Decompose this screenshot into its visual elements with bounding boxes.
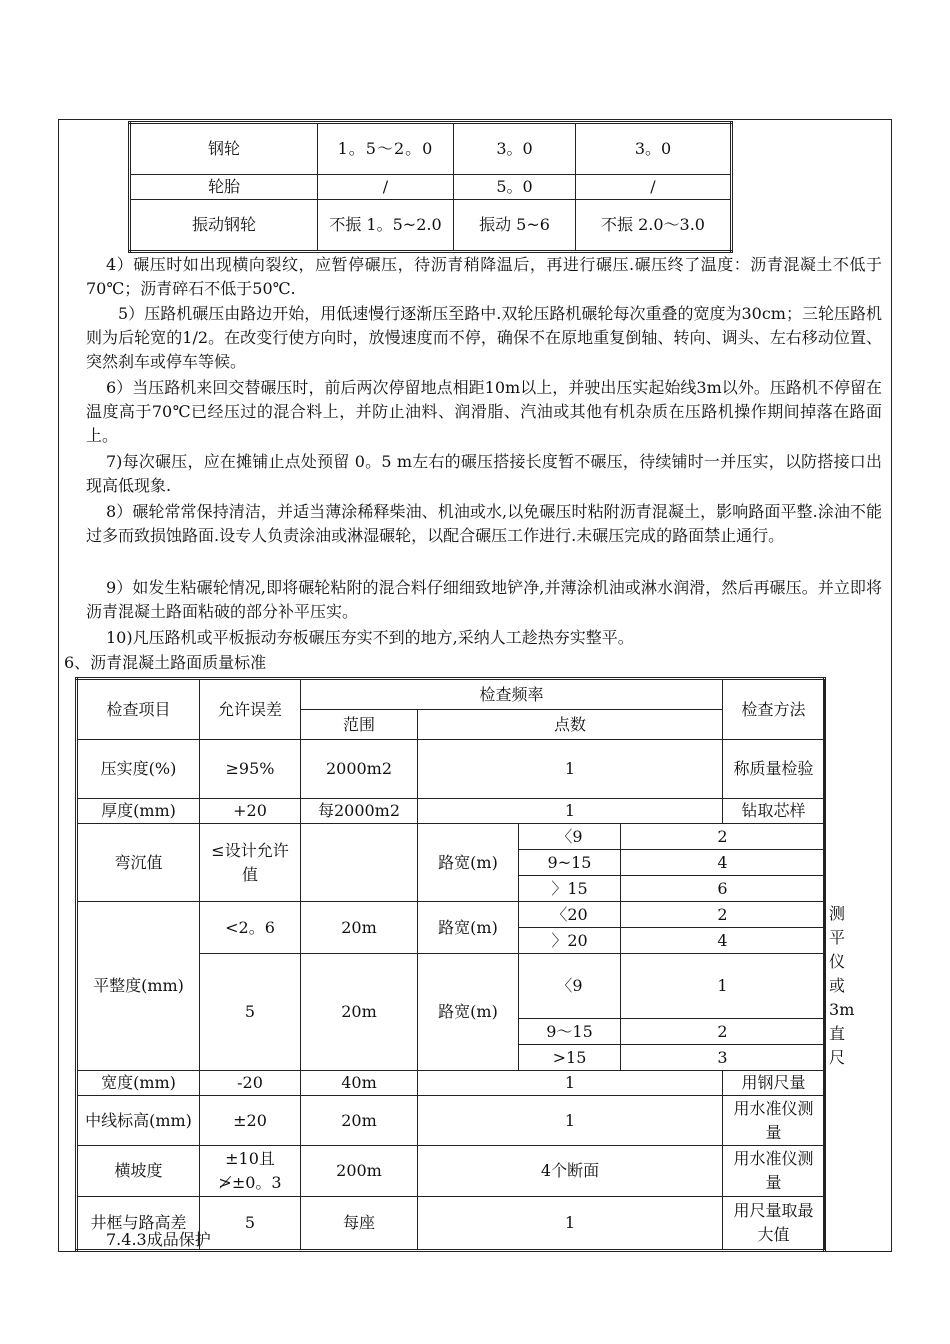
paragraph-6: 6）当压路机来回交替碾压时，前后两次停留地点相距10m以上，并驶出压实起始线3m以外。压路机不停留在温度高于70℃已经压过的混合料上，并防止油料、润滑脂、汽油或其他有机杂质在压路机操作期间掉落在路面上。 (86, 378, 882, 445)
count-cell: 4 (621, 928, 825, 954)
range-cell: 20m (301, 902, 418, 954)
table-row (77, 1096, 825, 1146)
table-row (130, 175, 732, 200)
section-title: 6、沥青混凝土路面质量标准 (64, 653, 267, 672)
tolerance-cell: ≥95% (200, 740, 301, 799)
range-cell: 40m (301, 1071, 418, 1096)
tolerance-cell: +20 (200, 799, 301, 824)
item-cell: 中线标高(mm) (77, 1096, 200, 1146)
tolerance-cell: ±20 (200, 1096, 301, 1146)
roller-table (128, 121, 733, 253)
roller-cell: 不振 1。5~2.0 (318, 200, 454, 252)
item-cell: 压实度(%) (77, 740, 200, 799)
count-cell: 2 (621, 824, 825, 850)
header-tolerance: 允许误差 (200, 679, 301, 740)
table-row (77, 824, 825, 850)
item-cell: 厚度(mm) (77, 799, 200, 824)
paragraph-10: 10)凡压路机或平板振动夯板碾压夯实不到的地方,采纳人工趁热夯实整平。 (106, 628, 634, 647)
roller-cell: 不振 2.0～3.0 (576, 200, 732, 252)
roller-cell: 1。5～2。0 (318, 123, 454, 175)
paragraph-8: 8）碾轮常常保持清洁，并适当薄涂稀释柴油、机油或水,以免碾压时粘附沥青混凝土，影响路面平整.涂油不能过多而致损蚀路面.设专人负责涂油或淋湿碾轮，以配合碾压工作进行.未碾压完成的路面禁止通行。 (86, 502, 882, 545)
points-cell: 1 (418, 799, 723, 824)
roller-cell: / (318, 175, 454, 200)
method-cell: 用水准仪测量 (723, 1096, 825, 1146)
table-row (77, 1071, 825, 1096)
table-row (130, 200, 732, 252)
table-row (77, 799, 825, 824)
range-cell (301, 824, 418, 902)
range-cell: 20m (301, 1096, 418, 1146)
count-cell: 2 (621, 902, 825, 928)
tolerance-cell: -20 (200, 1071, 301, 1096)
range-cell: 2000m2 (301, 740, 418, 799)
roller-cell: / (576, 175, 732, 200)
range-cell: 20m (301, 954, 418, 1071)
tolerance-cell: ≤设计允许值 (200, 824, 301, 902)
header-item: 检查项目 (77, 679, 200, 740)
roller-cell: 振动 5~6 (454, 200, 576, 252)
points-cell: 1 (418, 1071, 723, 1096)
table-row: 平整度(mm) <2。6 20m 路宽(m) 〈20 2 测平仪或3m直尺 (77, 902, 825, 928)
width-cell: 9～15 (519, 1019, 621, 1045)
range-cell: 200m (301, 1146, 418, 1197)
width-cell: 〈9 (519, 824, 621, 850)
count-cell: 3 (621, 1045, 825, 1071)
roller-cell: 3。0 (454, 123, 576, 175)
count-cell: 4 (621, 850, 825, 876)
tolerance-cell: <2。6 (200, 902, 301, 954)
width-cell: 9~15 (519, 850, 621, 876)
width-cell: 〈20 (519, 902, 621, 928)
paragraph-7: 7)每次碾压，应在摊铺止点处预留 0。5 m左右的碾压搭接长度暂不碾压，待续铺时一并压实，以防搭接口出现高低现象. (86, 452, 882, 495)
points-cell: 1 (418, 1096, 723, 1146)
header-frequency: 检查频率 (301, 679, 723, 710)
table-row (77, 1146, 825, 1197)
paragraph-4: 4）碾压时如出现横向裂纹，应暂停碾压，待沥青稍降温后，再进行碾压.碾压终了温度：沥青混凝土不低于70℃；沥青碎石不低于50℃. (86, 255, 882, 298)
roller-cell: 3。0 (576, 123, 732, 175)
points-cell: 1 (418, 740, 723, 799)
width-cell: 〉20 (519, 928, 621, 954)
method-cell: 用钢尺量 (723, 1071, 825, 1096)
method-cell: 用尺量取最大值 (723, 1197, 825, 1251)
method-cell: 称质量检验 (723, 740, 825, 799)
roller-cell: 5。0 (454, 175, 576, 200)
points-cell: 4个断面 (418, 1146, 723, 1197)
count-cell: 1 (621, 954, 825, 1019)
header-points: 点数 (418, 710, 723, 740)
count-cell: 6 (621, 876, 825, 902)
item-cell: 横坡度 (77, 1146, 200, 1197)
paragraph-9: 9）如发生粘碾轮情况,即将碾轮粘附的混合料仔细细致地铲净,并薄涂机油或淋水润滑，然后再碾压。并立即将沥青混凝土路面粘破的部分补平压实。 (86, 578, 882, 621)
count-cell: 2 (621, 1019, 825, 1045)
tolerance-cell: ±10且≯±0。3 (200, 1146, 301, 1197)
item-cell: 弯沉值 (77, 824, 200, 902)
width-cell: >15 (519, 1045, 621, 1071)
item-cell: 宽度(mm) (77, 1071, 200, 1096)
road-width-cell: 路宽(m) (418, 902, 519, 954)
roller-name: 钢轮 (130, 123, 318, 175)
method-cell: 用水准仪测量 (723, 1146, 825, 1197)
width-cell: 〉15 (519, 876, 621, 902)
item-cell: 平整度(mm) (77, 902, 200, 1071)
subsection-heading: 7.4.3成品保护 (106, 1230, 211, 1249)
road-width-cell: 路宽(m) (418, 824, 519, 902)
header-method: 检查方法 (723, 679, 825, 740)
table-row (77, 740, 825, 799)
roller-name: 振动钢轮 (130, 200, 318, 252)
tolerance-cell: 5 (200, 1197, 301, 1251)
method-cell: 钻取芯样 (723, 799, 825, 824)
paragraph-5: 5）压路机碾压由路边开始，用低速慢行逐渐压至路中.双轮压路机碾轮每次重叠的宽度为30cm；三轮压路机则为后轮宽的1/2。在改变行使方向时，放慢速度而不停，确保不在原地重复倒轴、转向、调头、左右移动位置、突然刹车或停车等候。 (86, 304, 882, 371)
roller-name: 轮胎 (130, 175, 318, 200)
table-header-row (77, 679, 825, 710)
width-cell: 〈9 (519, 954, 621, 1019)
road-width-cell: 路宽(m) (418, 954, 519, 1071)
header-range: 范围 (301, 710, 418, 740)
range-cell: 每座 (301, 1197, 418, 1251)
table-row (130, 123, 732, 175)
points-cell: 1 (418, 1197, 723, 1251)
quality-table (75, 677, 855, 1252)
range-cell: 每2000m2 (301, 799, 418, 824)
item-cell: 井框与路高差 (77, 1197, 200, 1251)
tolerance-cell: 5 (200, 954, 301, 1071)
